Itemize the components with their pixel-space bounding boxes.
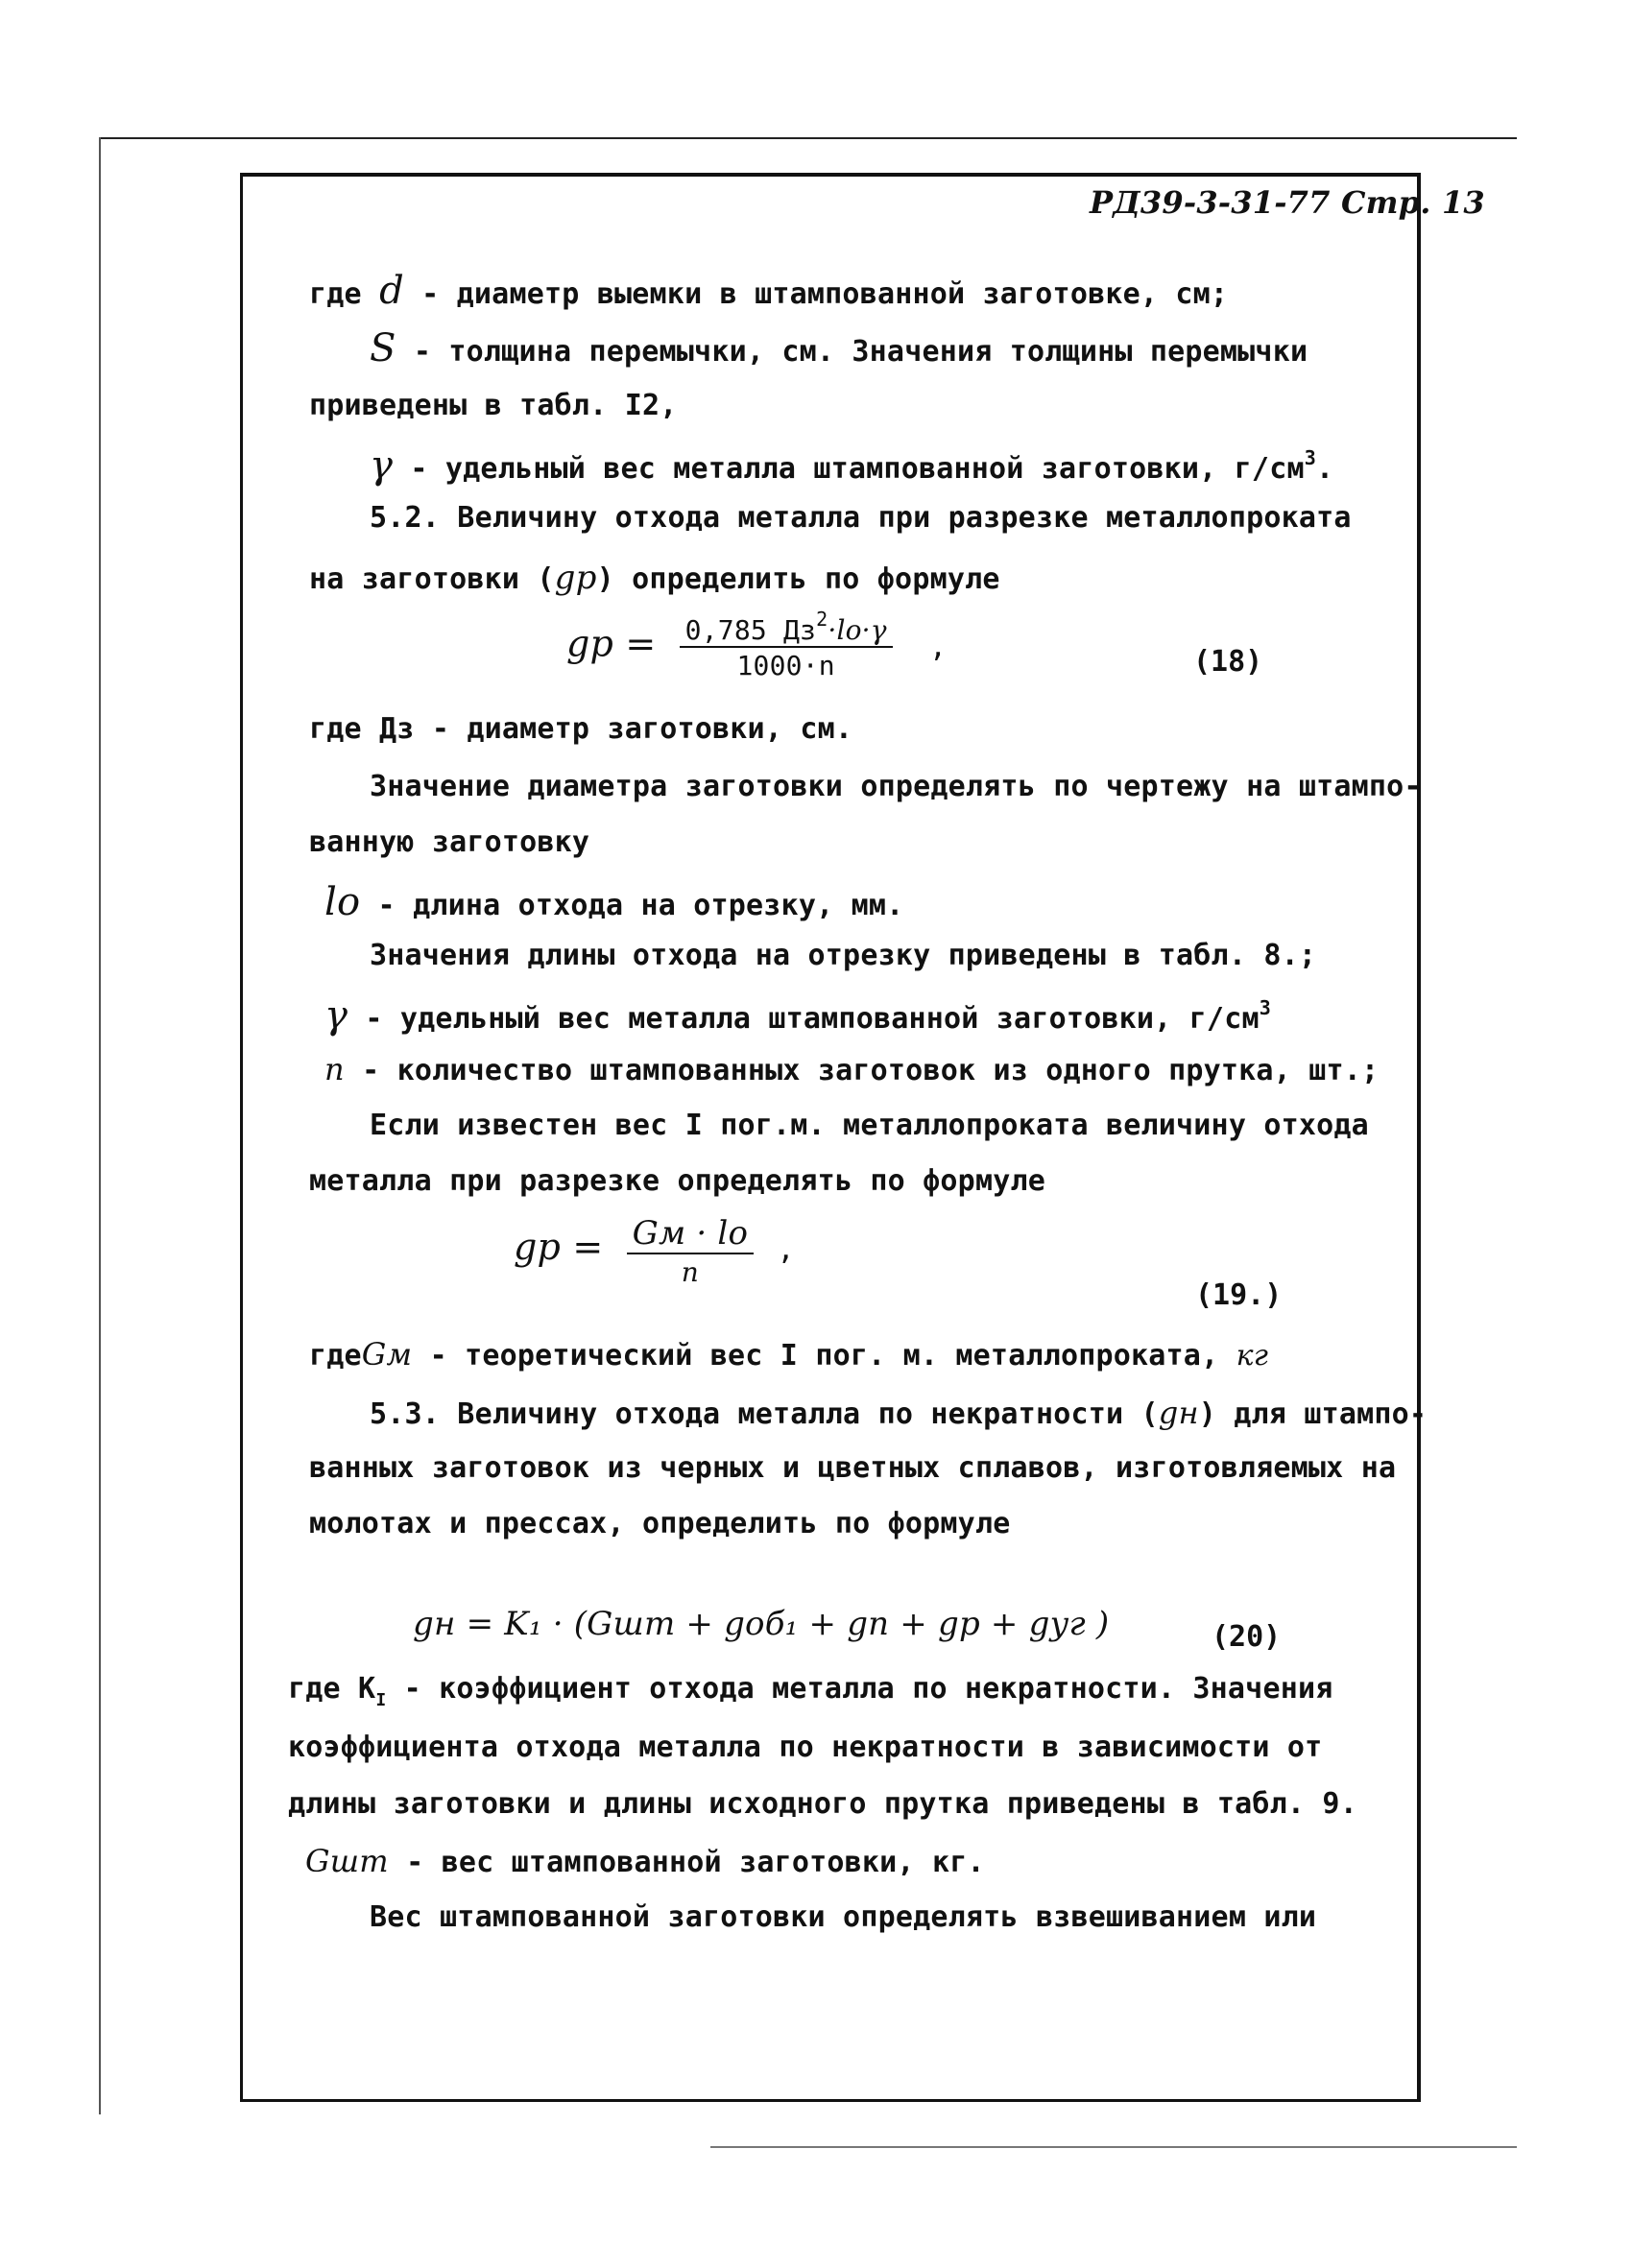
text-line-17 [370,1395,1427,1431]
formula-19 [514,1214,795,1288]
text-definition: - вес штампованной заготовки, кг. [406,1846,985,1879]
formula-tail: , [777,1233,795,1267]
text-definition: - толщина перемычки, см. Значения толщины перемычки [413,335,1308,369]
formula-20: gн = K₁ · (Gшт + gоб₁ + gп + gр + gуг ) [413,1605,1110,1643]
symbol-s: S [370,326,396,370]
text-post: ) для штампо- [1198,1397,1428,1431]
fraction-denominator: n [681,1256,700,1288]
symbol-gn: gн [1158,1395,1199,1431]
text-line-5: 5.2. Величину отхода металла при разрезке металлопроката [370,501,1352,535]
text-line-8: Значение диаметра заготовки определять по чертежу на штампо- [370,770,1422,803]
text-line-6 [309,559,1000,597]
text-line-21: коэффициента отхода металла по некратности в зависимости от [288,1731,1323,1764]
text-line-22: длины заготовки и длины исходного прутка приведены в табл. 9. [288,1787,1357,1821]
text-line-12 [324,993,1271,1038]
text-line-14: Если известен вес I пог.м. металлопроката величину отхода [370,1109,1369,1142]
text-line-19: молотах и прессах, определить по формуле [309,1507,1011,1540]
formula-18 [566,608,948,681]
text-where: где [309,1339,362,1373]
text-line-11: Значения длины отхода на отрезку приведены в табл. 8.; [370,939,1317,972]
fraction-numerator: 0,785 $Дз^2\cdot lо\cdot\gamma$ [680,614,893,648]
fraction-numerator: Gм · lо [627,1214,755,1254]
symbol-gamma: γ [324,993,348,1038]
symbol-gm: Gм [361,1336,413,1373]
text-definition: - удельный вес металла штампованной заготовки, г/см [410,452,1305,486]
equation-number-19: (19.) [1195,1278,1283,1312]
text-definition: - теоретический вес I пог. м. металлопроката, [429,1339,1219,1373]
symbol-lo: lо [324,880,361,924]
text-pre: где К [288,1672,376,1706]
text-definition: - коэффициент отхода металла по некратности. Значения [403,1672,1333,1706]
text-definition: - количество штампованных заготовок из одного прутка, шт.; [362,1054,1380,1087]
text-definition: - длина отхода на отрезку, мм. [377,889,904,922]
symbol-n: n [324,1051,345,1087]
text-pre: 5.3. Величину отхода металла по некратности ( [370,1397,1159,1431]
text-post: ) определить по формуле [596,562,1000,596]
symbol-d: d [379,269,404,313]
symbol-gsht: Gшт [305,1843,389,1879]
text-line-9: ванную заготовку [309,825,590,859]
text-definition: - диаметр выемки в штампованной заготовке, см; [421,277,1229,311]
text-definition: - удельный вес металла штампованной заготовки, г/см [365,1002,1260,1036]
bottom-rule [710,2146,1517,2148]
equation-number-18: (18) [1193,645,1263,679]
text-line-1 [309,269,1228,313]
text-period: . [1315,452,1334,486]
text-line-10 [324,880,903,924]
formula-fraction [680,608,893,681]
text-line-23 [305,1843,985,1879]
text-unit: кг [1236,1339,1269,1373]
symbol-gamma: γ [370,443,394,488]
text-line-4 [370,443,1333,488]
superscript: 3 [1259,996,1271,1019]
outer-border-left [99,137,101,2114]
formula-fraction [627,1214,755,1288]
outer-border-top [99,137,1517,139]
text-line-15: металла при разрезке определять по формуле [309,1164,1045,1198]
symbol-gp: gр [554,559,597,597]
subscript: I [375,1690,387,1710]
equation-number-20: (20) [1212,1620,1282,1654]
text-line-13 [324,1051,1379,1087]
text-line-16 [309,1336,1268,1373]
text-where: где [309,277,362,311]
text-line-20 [288,1672,1333,1710]
fraction-denominator: 1000·n [736,650,835,681]
superscript: 3 [1304,446,1316,469]
text-line-2 [370,326,1308,370]
text-line-24: Вес штампованной заготовки определять взвешиванием или [370,1900,1317,1934]
formula-lhs: gр = [514,1226,604,1268]
text-pre: на заготовки ( [309,562,555,596]
text-line-3: приведены в табл. I2, [309,389,678,422]
document-reference: РД39-3-31-77 Стр. 13 [1090,184,1485,221]
text-line-18: ванных заготовок из черных и цветных сплавов, изготовляемых на [309,1451,1397,1485]
formula-tail: , [928,630,948,664]
text-line-7: где Дз - диаметр заготовки, см. [309,712,853,746]
formula-lhs: gр = [566,622,657,665]
